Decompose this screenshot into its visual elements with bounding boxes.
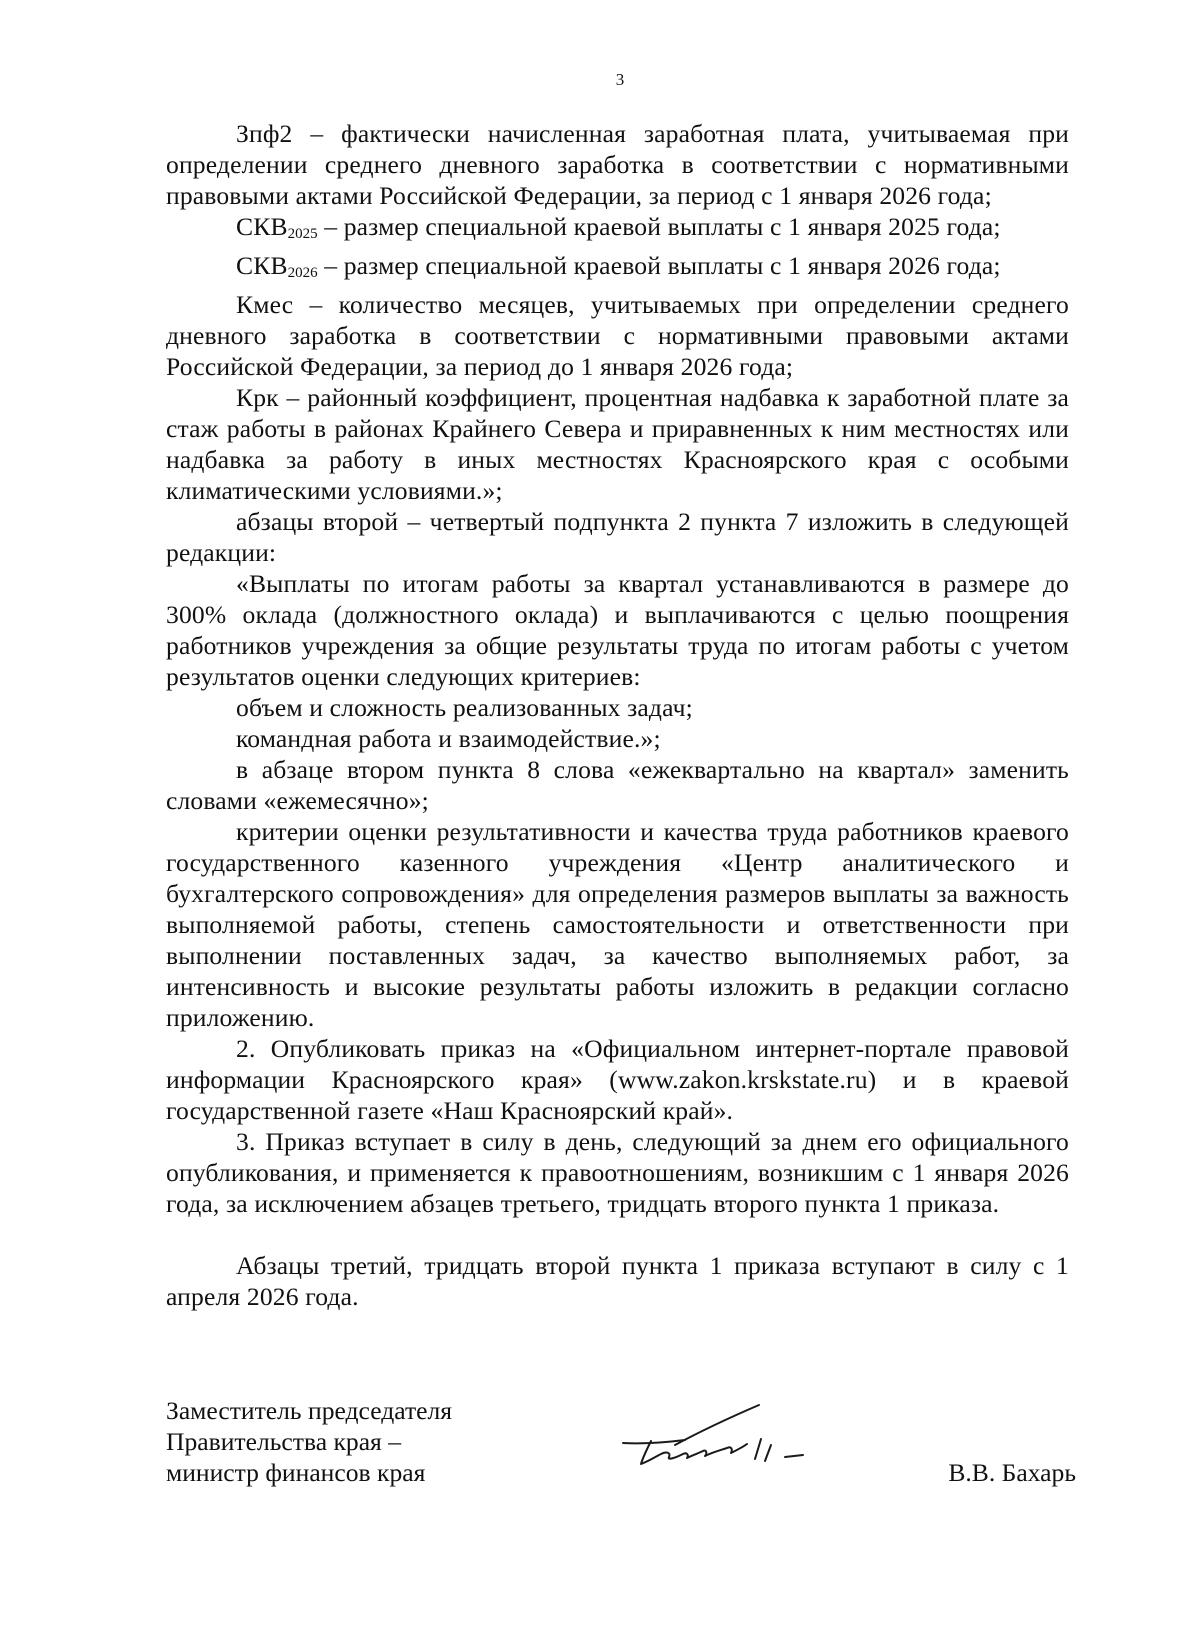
handwritten-signature [621, 1401, 821, 1471]
document-body [166, 118, 1069, 1312]
paragraph-amend-point-8: в абзаце втором пункта 8 слова «ежеквартально на квартал» заменить словами «ежемесячно»; [166, 755, 1069, 815]
skv2026-index: 2026 [287, 265, 318, 281]
paragraph-effective-april: Абзацы третий, тридцать второй пункта 1 приказа вступают в силу с 1 апреля 2026 года. [166, 1251, 1069, 1311]
skv2026-text: – размер специальной краевой выплаты с 1 января 2026 года; [317, 251, 1001, 280]
signer-position-line: Заместитель председателя [166, 1396, 453, 1425]
paragraph-amend-point-7: абзацы второй – четвертый подпункта 2 пункта 7 изложить в следующей редакции: [166, 507, 1069, 567]
paragraph-criteria-evaluation: критерии оценки результативности и качества труда работников краевого государственного казенного учреждения «Центр аналитического и бухгалтерского сопровождения» для определения размеров выплаты за важность выполняемой работы, степень самостоятельности и ответственности при выполнении поставленных задач, за качество выполняемых работ, за интенсивность и высокие результаты работы изложить в редакции согласно приложению. [166, 817, 1069, 1032]
paragraph-skv2025 [166, 211, 1069, 250]
paragraph-quarterly-payments: «Выплаты по итогам работы за квартал устанавливаются в размере до 300% оклада (должностного оклада) и выплачиваются с целью поощрения работников учреждения за общие результаты труда по итогам работы с учетом результатов оценки следующих критериев: [166, 569, 1069, 691]
skv2026-symbol: СКВ [236, 251, 288, 280]
signer-name: В.В. Бахарь [948, 1458, 1076, 1487]
paragraph-krk: Крк – районный коэффициент, процентная надбавка к заработной плате за стаж работы в районах Крайнего Севера и приравненных к ним местностях или надбавка за работу в иных местностях Красноярского края с особыми климатическими условиями.»; [166, 383, 1069, 505]
skv2025-text: – размер специальной краевой выплаты с 1 января 2025 года; [317, 212, 1001, 241]
paragraph-criterion-2: командная работа и взаимодействие.»; [236, 724, 661, 753]
paragraph-item-3: 3. Приказ вступает в силу в день, следующий за днем его официального опубликования, и применяется к правоотношениям, возникшим с 1 января 2026 года, за исключением абзацев третьего, тридцать второго пункта 1 приказа. [166, 1127, 1069, 1218]
paragraph-item-2: 2. Опубликовать приказ на «Официальном интернет-портале правовой информации Красноярского края» (www.zakon.krskstate.ru) и в краевой государственной газете «Наш Красноярский край». [166, 1034, 1069, 1125]
paragraph-skv2026 [166, 250, 1069, 289]
paragraph-kmes: Кмес – количество месяцев, учитываемых при определении среднего дневного заработка в соответствии с нормативными правовыми актами Российской Федерации, за период до 1 января 2026 года; [166, 290, 1069, 381]
signer-position-line: министр финансов края [166, 1458, 426, 1487]
signer-position [166, 1395, 452, 1488]
paragraph-criterion-1: объем и сложность реализованных задач; [236, 693, 693, 722]
skv2025-symbol: СКВ [236, 212, 288, 241]
paragraph-zpf2: Зпф2 – фактически начисленная заработная плата, учитываемая при определении среднего дневного заработка в соответствии с нормативными правовыми актами Российской Федерации, за период с 1 января 2026 года; [166, 119, 1069, 210]
signature-block [166, 1395, 1076, 1505]
skv2025-index: 2025 [287, 226, 318, 242]
page-number: 3 [615, 70, 625, 89]
signer-position-line: Правительства края – [166, 1427, 402, 1456]
